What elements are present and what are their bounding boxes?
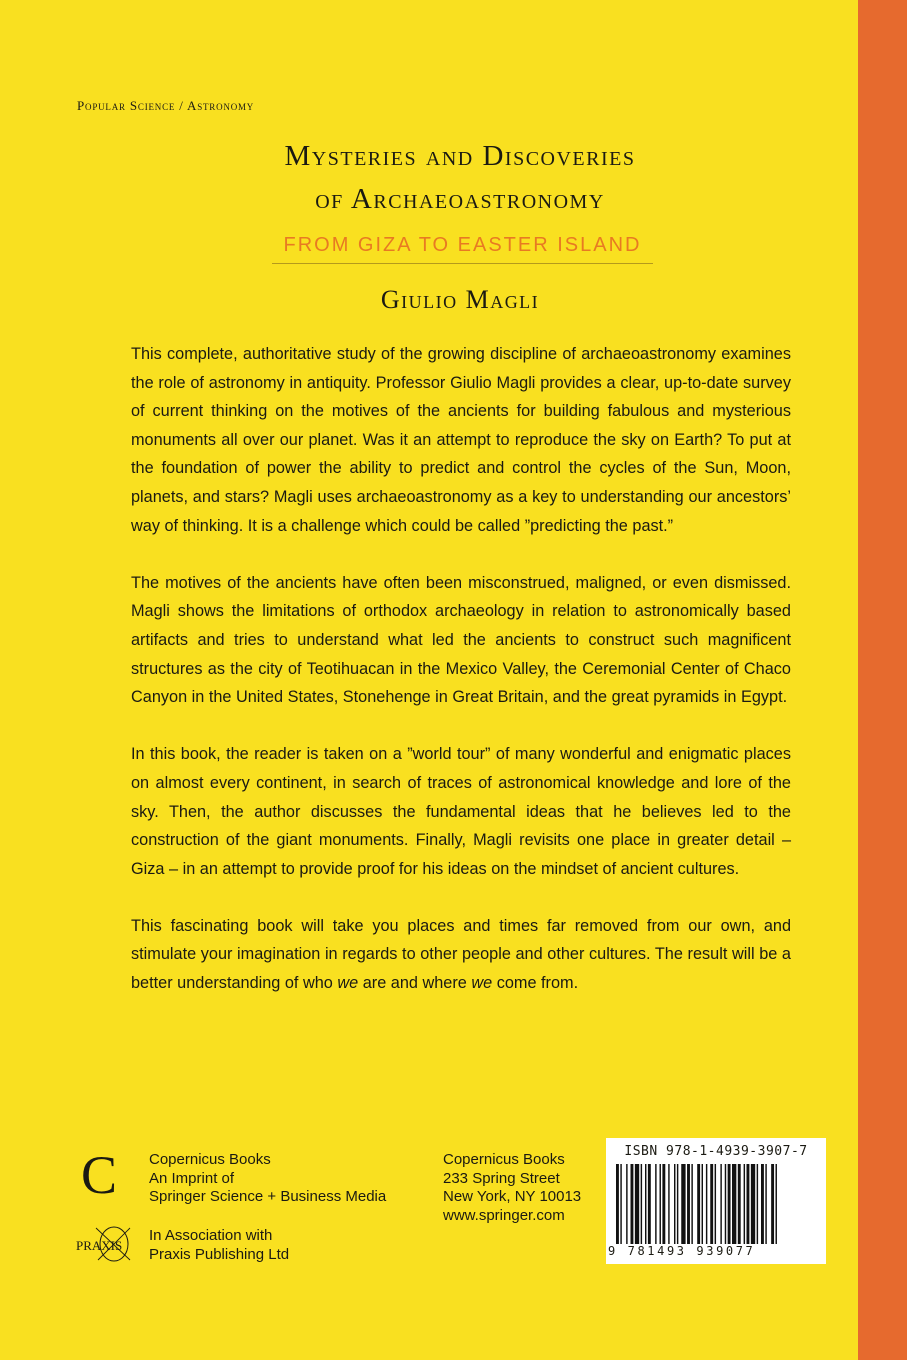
barcode-bar: [715, 1164, 716, 1244]
blurb-paragraph-2: The motives of the ancients have often been misconstrued, maligned, or even dismissed. Magli shows the limitations of orthodox archaeology in relation to astronomically based artifacts and tries to understand what led the ancients to construct such magnificent structures as the city of Teotihuacan in the Mexico Valley, the Ceremonial Center of Chaco Canyon in the United States, Stonehenge in Great Britain, and the great pyramids in Egypt.: [131, 573, 791, 707]
barcode-bar: [626, 1164, 627, 1244]
barcode-bar: [761, 1164, 764, 1244]
association-info: [149, 1227, 289, 1264]
barcode-bar: [662, 1164, 665, 1244]
imprint-line: An Imprint of: [149, 1169, 235, 1187]
closing-text-2: are and where: [358, 974, 472, 993]
barcode-bar: [702, 1164, 703, 1244]
barcode-bar: [687, 1164, 690, 1244]
barcode-bar: [771, 1164, 774, 1244]
barcode-bars-icon: [612, 1164, 820, 1244]
book-subtitle: FROM GIZA TO EASTER ISLAND: [272, 234, 653, 264]
isbn-digits: 9 781493 939077: [608, 1244, 756, 1258]
barcode-bar: [747, 1164, 750, 1244]
barcode-bar: [757, 1164, 758, 1244]
book-title-line-2: of Archaeoastronomy: [315, 183, 605, 215]
barcode-bar: [668, 1164, 669, 1244]
blurb-paragraph-1: This complete, authoritative study of the growing discipline of archaeoastronomy examines the role of astronomy in antiquity. Professor Giulio Magli provides a clear, up-to-date survey of current thinking on the motives of the ancients for building fabulous and mysterious monuments all over our planet. Was it an attempt to reproduce the sky on Earth? To put at the foundation of power the ability to predict and control the cycles of the Sun, Moon, planets, and stars? Magli uses archaeoastronomy as a key to understanding our ancestors’ way of thinking. It is a challenge which could be called ”predicting the past.”: [131, 345, 791, 535]
isbn-barcode: [606, 1138, 826, 1264]
barcode-bar: [744, 1164, 745, 1244]
barcode-bar: [776, 1164, 777, 1244]
barcode-bar: [720, 1164, 721, 1244]
barcode-bar: [710, 1164, 713, 1244]
barcode-bar: [732, 1164, 736, 1244]
barcode-bar: [697, 1164, 700, 1244]
address-line: Copernicus Books: [443, 1151, 565, 1168]
category-label: Popular Science / Astronomy: [77, 98, 255, 113]
address-line: New York, NY 10013: [443, 1188, 582, 1206]
association-line: In Association with: [149, 1227, 273, 1244]
barcode-bar: [765, 1164, 766, 1244]
publisher-address: [443, 1151, 581, 1225]
closing-text-3: come from.: [492, 974, 579, 993]
barcode-bar: [655, 1164, 656, 1244]
barcode-bar: [620, 1164, 621, 1244]
address-line: 233 Spring Street: [443, 1169, 560, 1187]
closing-emphasis-1: we: [337, 974, 359, 993]
barcode-bar: [681, 1164, 685, 1244]
barcode-bar: [674, 1164, 675, 1244]
closing-text-1: This fascinating book will take you places and times far removed from our own, and stimulate your imagination in regards to other people and other cultures. The result will be a better understanding of who: [131, 916, 791, 993]
barcode-bar: [725, 1164, 726, 1244]
praxis-logo-text: PRAXIS: [76, 1238, 123, 1253]
spine-strip: [858, 0, 907, 1360]
barcode-bar: [728, 1164, 731, 1244]
barcode-bar: [691, 1164, 692, 1244]
barcode-bar: [706, 1164, 707, 1244]
isbn-label: ISBN 978-1-4939-3907-7: [624, 1144, 808, 1159]
association-line: Praxis Publishing Ltd: [149, 1245, 290, 1263]
copernicus-logo-icon: C: [81, 1145, 118, 1205]
barcode-bar: [648, 1164, 651, 1244]
author-name: Giulio Magli: [380, 285, 540, 314]
barcode-bar: [677, 1164, 678, 1244]
closing-emphasis-2: we: [471, 974, 493, 993]
blurb-paragraph-3: In this book, the reader is taken on a ”world tour” of many wonderful and enigmatic places on almost every continent, in search of traces of astronomical knowledge and lore of the sky. Then, the author discusses the fundamental ideas that he believes led to the construction of the giant monuments. Finally, Magli revisits one place in greater detail – Giza – in an attempt to provide proof for his ideas on the mindset of ancient cultures.: [131, 745, 791, 878]
barcode-bar: [631, 1164, 634, 1244]
blurb-paragraph-4: [131, 912, 791, 998]
barcode-bar: [641, 1164, 642, 1244]
barcode-bar: [616, 1164, 619, 1244]
book-title-line-1: Mysteries and Discoveries: [284, 140, 636, 172]
imprint-info: [149, 1151, 386, 1207]
blurb: [131, 340, 791, 998]
praxis-logo-icon: [74, 1224, 138, 1264]
barcode-bar: [660, 1164, 661, 1244]
barcode-bar: [751, 1164, 755, 1244]
address-line: www.springer.com: [443, 1206, 565, 1224]
barcode-bar: [645, 1164, 646, 1244]
barcode-bar: [635, 1164, 639, 1244]
imprint-line: Copernicus Books: [149, 1151, 271, 1168]
imprint-line: Springer Science + Business Media: [149, 1188, 387, 1206]
barcode-bar: [738, 1164, 741, 1244]
